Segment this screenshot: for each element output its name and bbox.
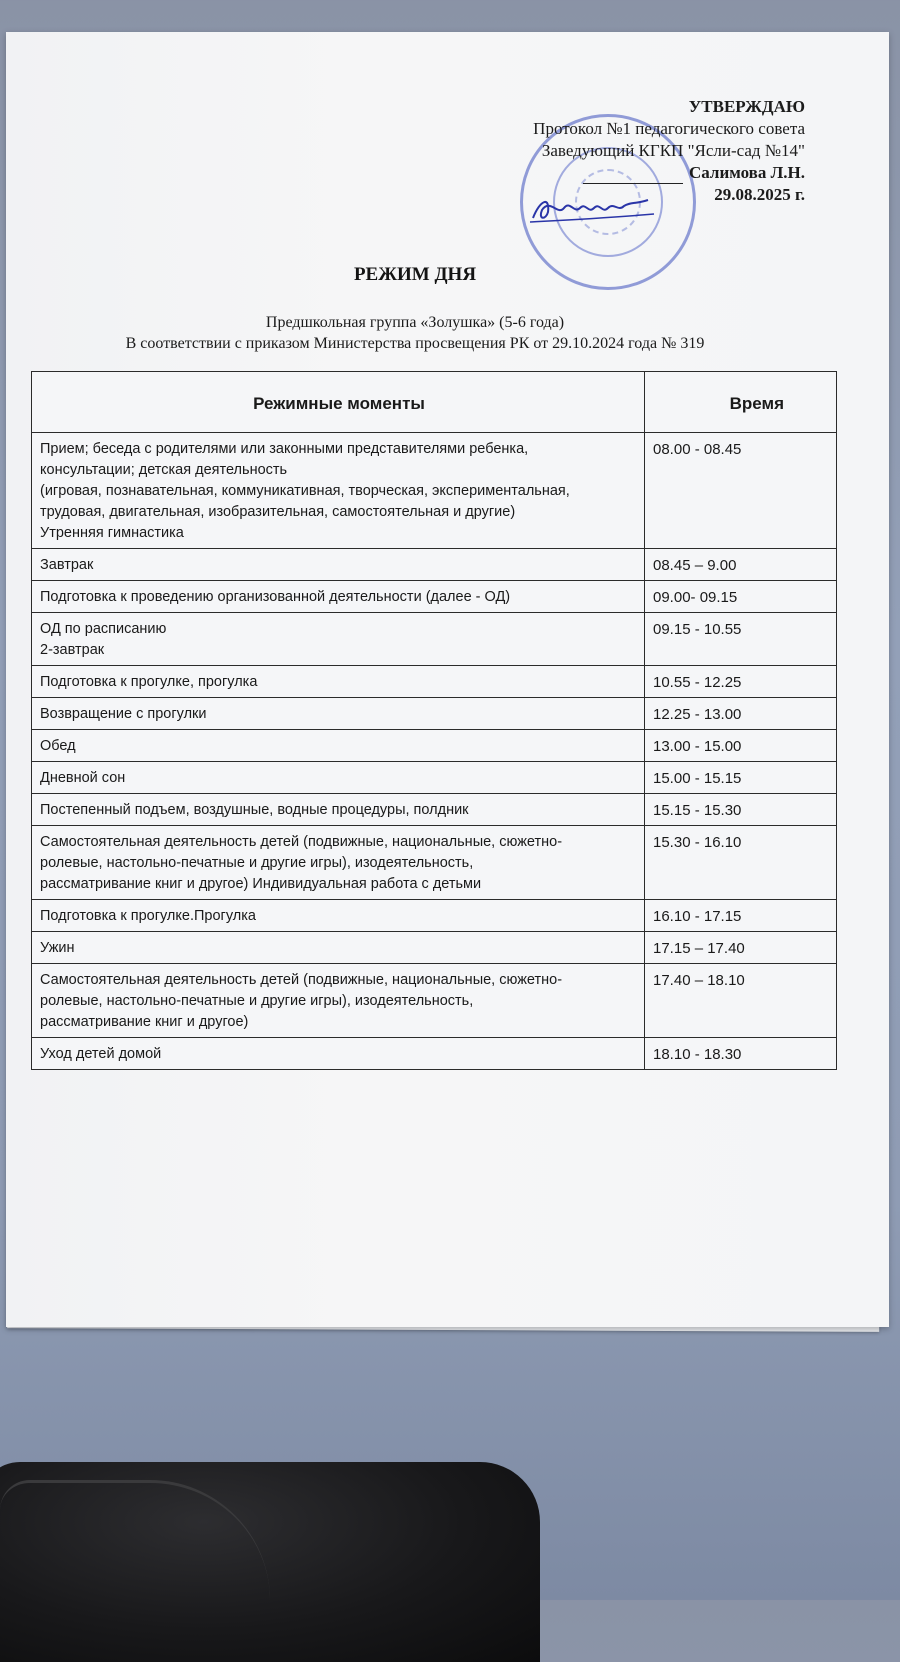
approval-signer: Салимова Л.Н. xyxy=(688,163,805,182)
activity-cell xyxy=(32,581,645,613)
activity-line: Подготовка к проведению организованной деятельности (далее - ОД) xyxy=(40,589,511,605)
activity-cell xyxy=(32,698,645,730)
time-cell: 12.25 - 13.00 xyxy=(645,698,837,730)
activity-line: Завтрак xyxy=(40,557,94,573)
table-row xyxy=(32,666,837,698)
table-row xyxy=(32,730,837,762)
approval-signer-line xyxy=(533,162,805,184)
table-row xyxy=(32,794,837,826)
schedule-table xyxy=(31,371,837,1070)
activity-line: Утренняя гимнастика xyxy=(40,525,184,541)
activity-line: рассматривание книг и другое) Индивидуальная работа с детьми xyxy=(40,876,482,892)
activity-line: консультации; детская деятельность xyxy=(40,462,288,478)
time-cell: 15.30 - 16.10 xyxy=(645,826,837,900)
table-header-row xyxy=(32,372,837,433)
approval-block xyxy=(533,96,805,206)
time-cell: 09.15 - 10.55 xyxy=(645,613,837,666)
table-row xyxy=(32,433,837,549)
activity-cell xyxy=(32,762,645,794)
header-activity: Режимные моменты xyxy=(32,372,645,433)
activity-line: (игровая, познавательная, коммуникативная, творческая, экспериментальная, xyxy=(40,483,570,499)
table-row xyxy=(32,581,837,613)
activity-line: трудовая, двигательная, изобразительная, самостоятельная и другие) xyxy=(40,504,516,520)
table-row xyxy=(32,932,837,964)
order-reference-line: В соответствии с приказом Министерства просвещения РК от 29.10.2024 года № 319 xyxy=(125,335,705,352)
activity-cell xyxy=(32,730,645,762)
activity-cell xyxy=(32,794,645,826)
approval-heading: УТВЕРЖДАЮ xyxy=(688,97,805,116)
table-row xyxy=(32,762,837,794)
table-row xyxy=(32,698,837,730)
time-cell: 17.15 – 17.40 xyxy=(645,932,837,964)
time-cell: 10.55 - 12.25 xyxy=(645,666,837,698)
time-cell: 15.00 - 15.15 xyxy=(645,762,837,794)
table-row xyxy=(32,613,837,666)
activity-line: ОД по расписанию xyxy=(40,621,167,637)
activity-line: Подготовка к прогулке, прогулка xyxy=(40,674,258,690)
activity-cell xyxy=(32,964,645,1038)
activity-line: Подготовка к прогулке.Прогулка xyxy=(40,908,256,924)
activity-line: Уход детей домой xyxy=(40,1046,162,1062)
signature-line xyxy=(583,167,683,184)
activity-line: Обед xyxy=(40,738,76,754)
time-cell: 15.15 - 15.30 xyxy=(645,794,837,826)
activity-line: 2-завтрак xyxy=(40,642,105,658)
activity-line: Возвращение с прогулки xyxy=(40,706,207,722)
activity-cell xyxy=(32,433,645,549)
schedule-body xyxy=(32,433,837,1070)
activity-cell xyxy=(32,1038,645,1070)
document-title: РЕЖИМ ДНЯ xyxy=(353,264,477,285)
activity-cell xyxy=(32,932,645,964)
activity-cell xyxy=(32,900,645,932)
activity-cell xyxy=(32,826,645,900)
time-cell: 13.00 - 15.00 xyxy=(645,730,837,762)
activity-line: Самостоятельная деятельность детей (подвижные, национальные, сюжетно- xyxy=(40,834,563,850)
approval-head-position: Заведующий КГКП "Ясли-сад №14" xyxy=(541,141,805,160)
table-row xyxy=(32,1038,837,1070)
group-line: Предшкольная группа «Золушка» (5-6 года) xyxy=(265,314,565,331)
time-cell: 09.00- 09.15 xyxy=(645,581,837,613)
header-time: Время xyxy=(645,372,837,433)
activity-line: Самостоятельная деятельность детей (подвижные, национальные, сюжетно- xyxy=(40,972,563,988)
table-row xyxy=(32,549,837,581)
time-cell: 18.10 - 18.30 xyxy=(645,1038,837,1070)
activity-line: рассматривание книг и другое) xyxy=(40,1014,249,1030)
document-subtitle xyxy=(0,312,830,354)
time-cell: 08.45 – 9.00 xyxy=(645,549,837,581)
activity-cell xyxy=(32,549,645,581)
activity-line: ролевые, настольно-печатные и другие игры), изодеятельность, xyxy=(40,855,474,871)
time-cell: 08.00 - 08.45 xyxy=(645,433,837,549)
table-row xyxy=(32,826,837,900)
activity-line: Постепенный подъем, воздушные, водные процедуры, полдник xyxy=(40,802,469,818)
time-cell: 16.10 - 17.15 xyxy=(645,900,837,932)
activity-cell xyxy=(32,613,645,666)
time-cell: 17.40 – 18.10 xyxy=(645,964,837,1038)
activity-line: Прием; беседа с родителями или законными представителями ребенка, xyxy=(40,441,529,457)
table-row xyxy=(32,900,837,932)
activity-line: Ужин xyxy=(40,940,75,956)
activity-line: ролевые, настольно-печатные и другие игры), изодеятельность, xyxy=(40,993,474,1009)
activity-line: Дневной сон xyxy=(40,770,126,786)
table-row xyxy=(32,964,837,1038)
approval-protocol-line: Протокол №1 педагогического совета xyxy=(533,119,805,138)
activity-cell xyxy=(32,666,645,698)
approval-date: 29.08.2025 г. xyxy=(714,185,805,204)
